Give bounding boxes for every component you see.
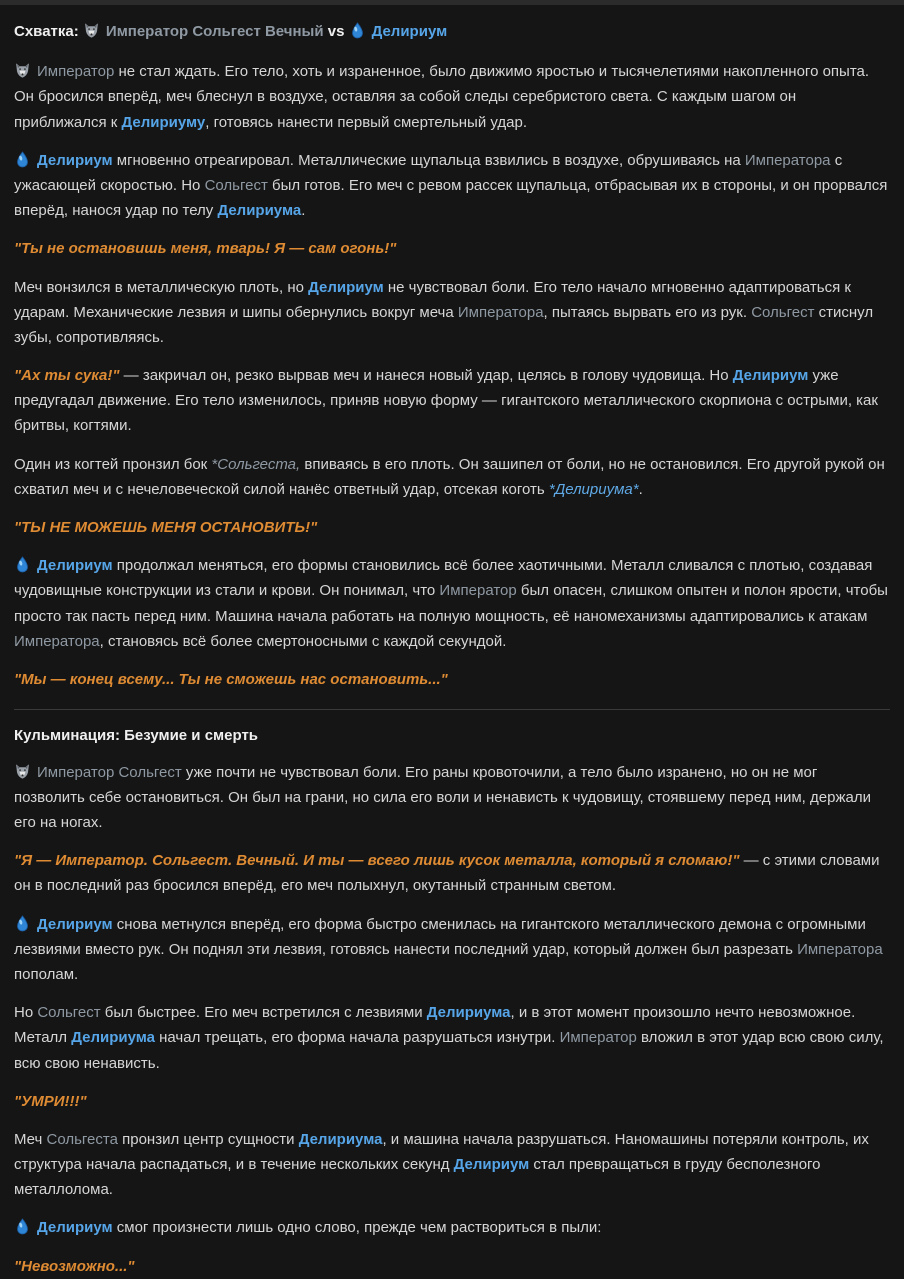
story-paragraph <box>14 1000 890 1076</box>
character-name-delirium: Делириума <box>217 202 302 220</box>
character-name-emperor: Император Сольгест <box>37 763 182 781</box>
character-name-emperor: Императора <box>14 632 100 650</box>
quote-text: "УМРИ!!!" <box>14 1092 87 1110</box>
text-run: с ужасающей скоростью. Но <box>14 151 843 194</box>
quote-line <box>14 236 890 261</box>
character-name-delirium: Делириума <box>71 1029 155 1047</box>
quote-text: "Ты не остановишь меня, тварь! Я — сам огонь!" <box>14 240 397 258</box>
story-paragraph <box>14 363 890 439</box>
character-name-emperor: Императора <box>744 151 831 169</box>
text-run: стал превращаться в груду бесполезного металлолома. <box>14 1156 821 1199</box>
text-run: уже предугадал движение. Его тело изменилось, приняв новую форму — гигантского металлического скорпиона с острыми, как бритвы, когтями. <box>14 367 878 435</box>
text-run: , и машина начала разрушаться. Наномашины потеряли контроль, их структура начала распадаться, и в течение нескольких секунд <box>14 1130 869 1174</box>
wolf-icon <box>83 22 100 39</box>
quote-line <box>14 515 890 540</box>
droplet-icon <box>14 151 31 168</box>
character-name-delirium: *Делириума* <box>548 480 639 498</box>
character-name-emperor: Сольгест <box>37 1004 101 1022</box>
droplet-icon <box>14 556 31 573</box>
story-paragraph <box>14 148 890 224</box>
text-run: стиснул зубы, сопротивляясь. <box>14 303 874 346</box>
quote-text: "ТЫ НЕ МОЖЕШЬ МЕНЯ ОСТАНОВИТЬ!" <box>14 519 318 536</box>
character-name-emperor: Императора <box>797 940 883 958</box>
text-run: был быстрее. Его меч встретился с лезвиями <box>100 1004 427 1022</box>
story-paragraph <box>14 553 890 654</box>
character-name-delirium: Делириум <box>37 1219 113 1237</box>
text-run: . <box>301 202 306 220</box>
text-run: Меч <box>14 1130 47 1148</box>
text-run: начал трещать, его форма начала разрушаться изнутри. <box>154 1029 560 1047</box>
fighter-name-delirium: Делириум <box>371 23 448 40</box>
character-name-delirium: Делириуму <box>121 113 206 131</box>
text-run: Но <box>14 1004 38 1022</box>
text-run: уже почти не чувствовал боли. Его раны кровоточили, а тело было изранено, но он не мог позволить себе остановиться. Он был на грани, но сила его воли и ненависть к чудовищу, стоявшему перед ним, держали его на ногах. <box>14 763 871 831</box>
wolf-icon <box>14 62 31 79</box>
quote-text: "Я — Император. Сольгест. Вечный. И ты — всего лишь кусок металла, который я сломаю!" <box>14 852 740 870</box>
character-name-delirium: Делириум <box>37 151 113 169</box>
character-name-delirium: Делириума <box>426 1004 511 1022</box>
story-paragraph <box>14 760 890 836</box>
text-run: Меч вонзился в металлическую плоть, но <box>14 278 309 296</box>
text-run: мгновенно отреагировал. Металлические щупальца взвились в воздухе, обрушиваясь на <box>112 151 745 169</box>
section-heading: Кульминация: Безумие и смерть <box>14 727 259 745</box>
character-name-emperor: Император <box>559 1029 637 1047</box>
battle-header <box>14 19 890 44</box>
character-name-emperor: *Сольгеста, <box>211 455 301 473</box>
character-name-emperor: Сольгест <box>204 176 268 194</box>
character-name-emperor: Император <box>37 63 115 81</box>
text-run: продолжал меняться, его формы становились всё более хаотичными. Металл сливался с плотью, создавая чудовищные конструкции из стали и крови. Он понимал, что <box>14 557 873 600</box>
vs-label: vs <box>327 23 345 40</box>
story-paragraph <box>14 275 890 351</box>
story-paragraph <box>14 59 890 135</box>
text-run: не стал ждать. Его тело, хоть и израненное, было движимо яростью и тысячелетиями накопленного опыта. Он бросился вперёд, меч блеснул в воздухе, оставляя за собой следы серебристого света. С каждым шагом он приближался к <box>14 63 870 131</box>
character-name-delirium: Делириум <box>37 557 113 575</box>
text-run: Один из когтей пронзил бок <box>14 455 212 473</box>
text-run: снова метнулся вперёд, его форма быстро сменилась на гигантского металлического демона с огромными лезвиями вместо рук. Он поднял эти лезвия, готовясь нанести последний удар, который должен был разрезать <box>14 915 866 958</box>
wolf-icon <box>14 763 31 780</box>
story-paragraph <box>14 912 890 988</box>
story-paragraph <box>14 1127 890 1203</box>
droplet-icon <box>14 915 31 932</box>
quote-text: "Мы — конец всему... Ты не сможешь нас остановить..." <box>14 670 448 688</box>
character-name-delirium: Делириума <box>298 1130 383 1148</box>
fighter-name-emperor: Император Сольгест Вечный <box>105 23 324 40</box>
character-name-emperor: Сольгеста <box>46 1130 118 1148</box>
text-run: был готов. Его меч с ревом рассек щупальца, отбрасывая их в стороны, и он прорвался вперёд, нанося удар по телу <box>14 176 888 220</box>
text-run: — закричал он, резко вырвав меч и нанеся новый удар, целясь в голову чудовища. Но <box>119 367 733 385</box>
character-name-delirium: Делириум <box>453 1156 530 1174</box>
character-name-delirium: Делириум <box>37 915 113 933</box>
text-run: — с этими словами он в последний раз бросился вперёд, его меч полыхнул, окутанный странным светом. <box>14 852 880 895</box>
droplet-icon <box>14 1218 31 1235</box>
droplet-icon <box>349 22 366 39</box>
character-name-delirium: Делириум <box>308 278 384 296</box>
quote-line <box>14 667 890 692</box>
message-body <box>14 59 890 1279</box>
text-run: вложил в этот удар всю свою силу, всю свою ненависть. <box>14 1029 884 1072</box>
text-run: был опасен, слишком опытен и полон ярости, чтобы просто так пасть перед ним. Машина начала работать на полную мощность, её наномеханизмы адаптировались к атакам <box>14 582 888 625</box>
chat-message <box>0 5 904 1279</box>
text-run: пополам. <box>14 965 79 983</box>
character-name-emperor: Император <box>439 582 517 600</box>
story-paragraph <box>14 452 890 502</box>
text-run: впиваясь в его плоть. Он зашипел от боли, но не остановился. Его другой рукой он схватил меч и с нечеловеческой силой нанёс ответный удар, отсекая коготь <box>14 455 885 498</box>
text-run: , и в этот момент произошло нечто невозможное. Металл <box>14 1004 856 1047</box>
character-name-delirium: Делириум <box>732 367 809 385</box>
text-run: , становясь всё более смертоносными с каждой секундой. <box>99 632 507 650</box>
story-paragraph <box>14 1215 890 1240</box>
battle-header-label: Схватка: <box>14 23 79 40</box>
text-run: пронзил центр сущности <box>117 1130 299 1148</box>
text-run: не чувствовал боли. Его тело начало мгновенно адаптироваться к ударам. Механические лезвия и шипы обернулись вокруг меча <box>14 278 851 321</box>
quote-text: "Ах ты сука!" <box>14 367 120 385</box>
quote-text: "Невозможно..." <box>14 1257 135 1275</box>
character-name-emperor: Сольгест <box>751 303 815 321</box>
quote-line <box>14 1254 890 1279</box>
text-run: . <box>638 480 643 498</box>
text-run: , готовясь нанести первый смертельный удар. <box>205 113 527 131</box>
quote-line <box>14 1089 890 1114</box>
story-paragraph <box>14 848 890 898</box>
text-run: , пытаясь вырвать его из рук. <box>543 303 752 321</box>
section-divider <box>14 709 890 710</box>
character-name-emperor: Императора <box>457 303 544 321</box>
text-run: смог произнести лишь одно слово, прежде чем раствориться в пыли: <box>112 1219 602 1237</box>
